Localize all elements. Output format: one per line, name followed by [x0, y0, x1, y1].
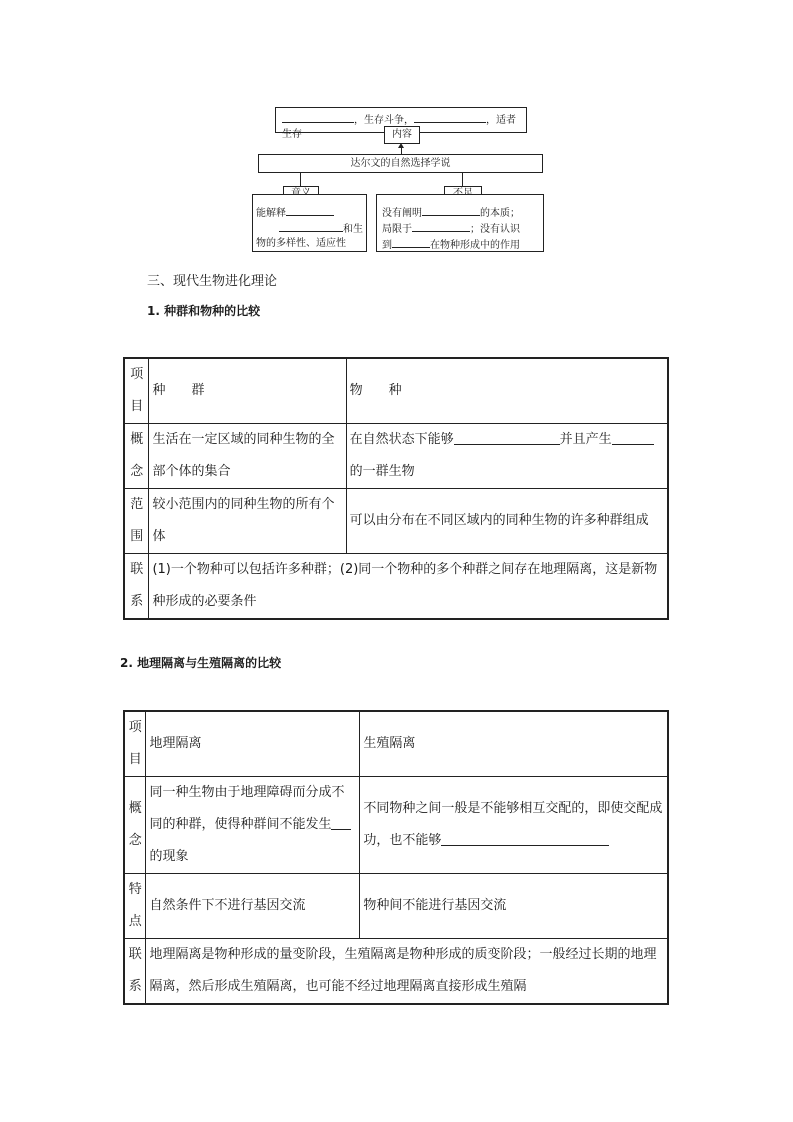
species-concept-b: 并且产生	[559, 432, 612, 447]
table-row	[124, 489, 668, 554]
header-species: 物 种	[346, 358, 668, 424]
diagram-main-box	[258, 154, 543, 173]
table-row	[124, 874, 668, 939]
geo-feature: 自然条件下不进行基因交流	[146, 874, 360, 939]
meaning-text-b: 和生	[343, 224, 363, 235]
table-row	[124, 424, 668, 489]
section-title: 三、现代生物进化理论	[147, 274, 278, 289]
top-box-text-2: ，适者生存	[282, 115, 516, 140]
repro-concept	[360, 777, 668, 874]
isolation-relation: 地理隔离是物种形成的量变阶段，生殖隔离是物种形成的质变阶段；一般经过长期的地理隔离，然后形成生殖隔离，也可能不经过地理隔离直接形成生殖隔	[146, 939, 668, 1005]
geo-concept	[146, 777, 360, 874]
row-label: 联系	[124, 939, 146, 1005]
table-row	[124, 777, 668, 874]
main-label: 达尔文的自然选择学说	[350, 158, 451, 169]
species-range: 可以由分布在不同区域内的同种生物的许多种群组成	[346, 489, 668, 554]
relation-text: (1)一个物种可以包括许多种群；(2)同一个物种的多个种群之间存在地理隔离，这是新物种形成的必要条件	[149, 554, 668, 620]
header-item: 项目	[124, 358, 149, 424]
header-repro: 生殖隔离	[360, 711, 668, 777]
short-text-e: 到	[382, 240, 392, 251]
species-concept-a: 在自然状态下能够	[349, 432, 454, 447]
repro-feature: 物种间不能进行基因交流	[360, 874, 668, 939]
short-text-a: 没有阐明	[382, 208, 422, 219]
meaning-text-c: 物的多样性、适应性	[256, 238, 346, 249]
table-row	[124, 711, 668, 777]
population-species-table	[123, 357, 669, 620]
species-concept-c: 的一群生物	[349, 464, 415, 479]
short-text-c: 局限于	[382, 224, 412, 235]
shortcoming-box	[376, 194, 544, 252]
isolation-table	[123, 710, 669, 1005]
diagram-content-box	[384, 126, 420, 144]
header-population: 种 群	[149, 358, 346, 424]
species-concept	[346, 424, 668, 489]
repro-concept-a: 不同物种之间一般是不能够相互交配的，即使交配成功，也不能够	[363, 801, 663, 848]
meaning-text-a: 能解释	[256, 208, 286, 219]
geo-concept-a: 同一种生物由于地理障碍而分成不同的种群，使得种群间不能发生	[149, 785, 345, 832]
short-text-f: 在物种形成中的作用	[430, 240, 520, 251]
row-label: 范围	[124, 489, 149, 554]
population-range: 较小范围内的同种生物的所有个体	[149, 489, 346, 554]
row-label: 概念	[124, 424, 149, 489]
table-row	[124, 554, 668, 620]
table-row	[124, 358, 668, 424]
row-label: 联系	[124, 554, 149, 620]
header-geo: 地理隔离	[146, 711, 360, 777]
meaning-box	[252, 194, 367, 252]
short-text-d: ；没有认识	[470, 224, 520, 235]
subsection-1-title: 1. 种群和物种的比较	[147, 304, 261, 318]
table-row	[124, 939, 668, 1005]
population-concept: 生活在一定区域的同种生物的全部个体的集合	[149, 424, 346, 489]
geo-concept-b: 的现象	[149, 849, 189, 864]
short-text-b: 的本质；	[480, 208, 520, 219]
row-label: 概念	[124, 777, 146, 874]
row-label: 特点	[124, 874, 146, 939]
content-label: 内容	[392, 129, 412, 140]
top-box-text-1: ，生存斗争，	[354, 115, 414, 126]
subsection-2-title: 2. 地理隔离与生殖隔离的比较	[120, 656, 282, 670]
header-item: 项目	[124, 711, 146, 777]
